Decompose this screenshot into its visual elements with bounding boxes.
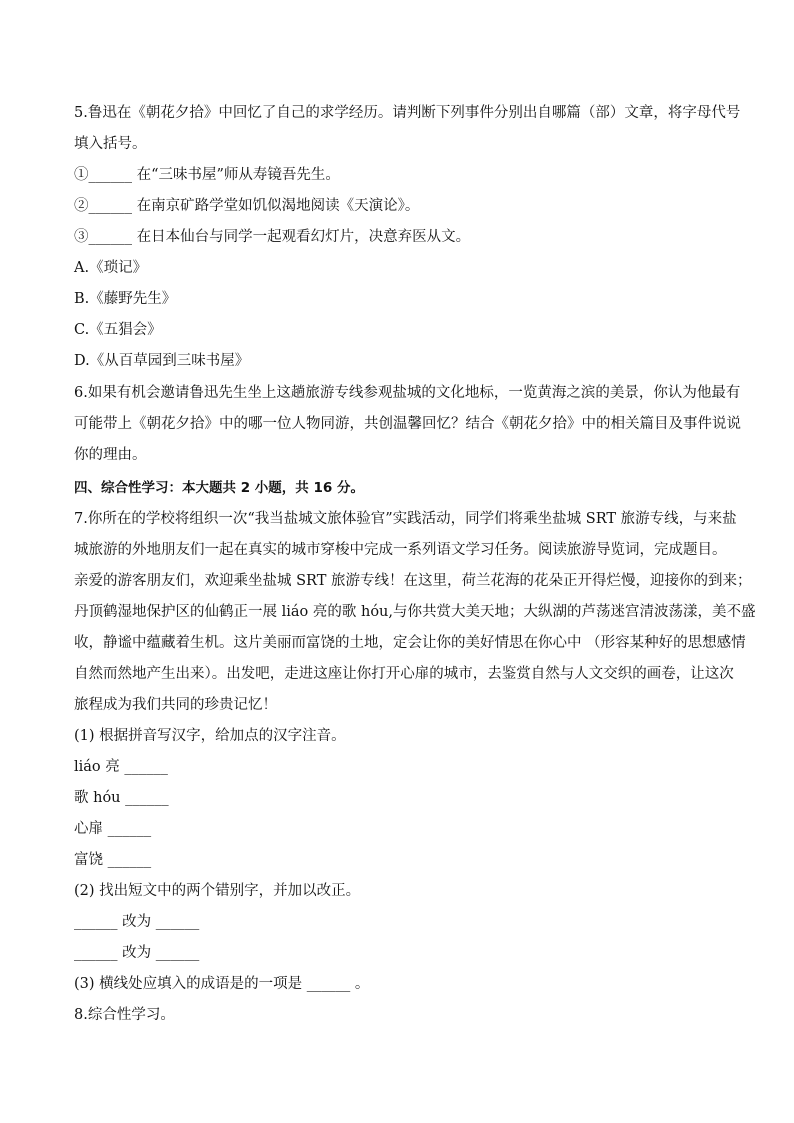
option-c: C.《五猖会》 (74, 322, 162, 338)
question-5-stem: 5.鲁迅在《朝花夕拾》中回忆了自己的求学经历。请判断下列事件分别出自哪篇（部）文章，将字母代号 (74, 105, 741, 121)
question-7-line-1: 7.你所在的学校将组织一次“我当盐城文旅体验官”实践活动，同学们将乘坐盐城 SRT 旅游专线，与来盐 (74, 511, 737, 527)
option-a: A.《琐记》 (74, 260, 148, 276)
question-5-item-3: ③______ 在日本仙台与同学一起观看幻灯片，决意弃医从文。 (74, 229, 471, 245)
passage-line-4: 自然而然地产生出来）。出发吧，走进这座让你打开心扉的城市，去鉴赏自然与人文交织的画卷，让这次 (74, 666, 734, 682)
passage-line-3: 收，静谧中蕴藏着生机。这片美丽而富饶的土地，定会让你的美好情思在你心中 （形容某种好的思想感情 (74, 635, 746, 651)
question-5-item-2: ②______ 在南京矿路学堂如饥似渴地阅读《天演论》。 (74, 198, 420, 214)
subquestion-1: (1) 根据拼音写汉字，给加点的汉字注音。 (74, 728, 346, 744)
blank-furao: 富饶 ______ (74, 852, 152, 868)
correction-blank-1: ______ 改为 ______ (74, 914, 200, 930)
option-b: B.《藤野先生》 (74, 291, 177, 307)
correction-blank-2: ______ 改为 ______ (74, 945, 200, 961)
blank-xinfei: 心扉 ______ (74, 821, 152, 837)
blank-hou: 歌 hóu ______ (74, 790, 169, 806)
question-6-line-1: 6.如果有机会邀请鲁迅先生坐上这趟旅游专线参观盐城的文化地标，一览黄海之滨的美景，你认为他最有 (74, 385, 741, 401)
subquestion-3: (3) 横线处应填入的成语是的一项是 ______ 。 (74, 976, 370, 992)
blank-liao: liáo 亮 ______ (74, 759, 168, 775)
passage-line-1: 亲爱的游客朋友们，欢迎乘坐盐城 SRT 旅游专线！在这里，荷兰花海的花朵正开得烂慢，迎接你的到来； (74, 573, 752, 589)
question-5-stem-cont: 填入括号。 (74, 136, 147, 152)
subquestion-2: (2) 找出短文中的两个错别字，并加以改正。 (74, 883, 361, 899)
question-6-line-3: 你的理由。 (74, 447, 147, 463)
passage-line-5: 旅程成为我们共同的珍贵记忆！ (74, 697, 277, 713)
passage-line-2: 丹顶鹤湿地保护区的仙鹤正一展 liáo 亮的歌 hóu,与你共赏大美天地；大纵湖的芦荡迷宫清波荡漾，美不盛 (74, 604, 756, 620)
option-d: D.《从百草园到三味书屋》 (74, 353, 250, 369)
question-5-item-1: ①______ 在“三味书屋”师从寿镜吾先生。 (74, 167, 340, 183)
question-8: 8.综合性学习。 (74, 1007, 175, 1023)
section-heading: 四、综合性学习：本大题共 2 小题，共 16 分。 (74, 480, 364, 496)
question-6-line-2: 可能带上《朝花夕拾》中的哪一位人物同游，共创温馨回忆？结合《朝花夕拾》中的相关篇目及事件说说 (74, 416, 741, 432)
question-7-line-2: 城旅游的外地朋友们一起在真实的城市穿梭中完成一系列语文学习任务。阅读旅游导览词，完成题目。 (74, 542, 727, 558)
